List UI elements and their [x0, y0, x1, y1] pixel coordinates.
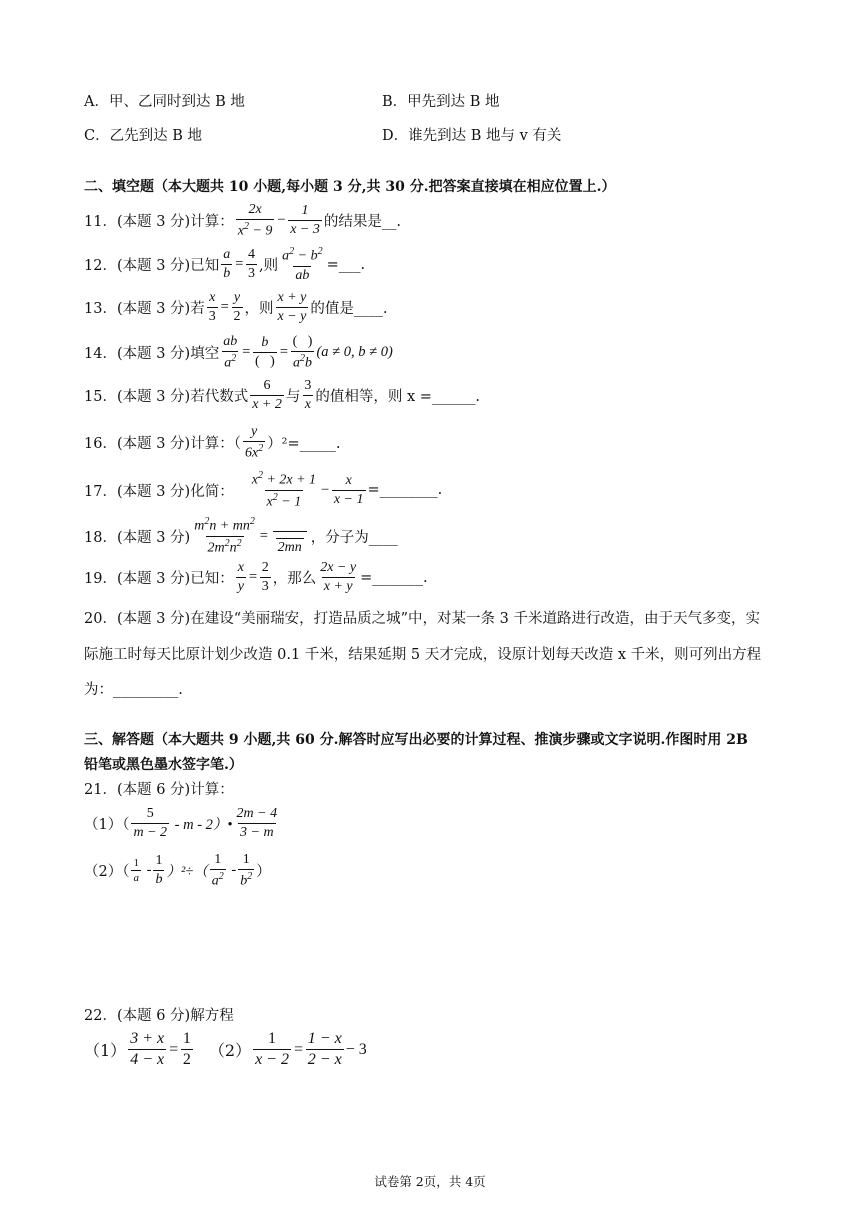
- q22-title: 22．(本题 6 分)解方程: [84, 1008, 234, 1024]
- q16-prefix: 16．(本题 3 分)计算：（: [84, 436, 241, 453]
- q22-equations: （1） $\frac{3 + x}{4 - x}$ = $\frac{1}{2}$ （2） $\frac{1}{x - 2}$ = $\frac{1 - x}{2 - x}$ − 3: [84, 1030, 367, 1069]
- q15-mid: 与: [285, 389, 301, 406]
- q12-mid: ,则: [259, 258, 279, 275]
- q16-suffix: ）²=_____.: [267, 436, 341, 453]
- question-17: 17．(本题 3 分)化简： $\frac{x^2 + 2x + 1}{x^2 - 1}$ − $\frac{x}{x - 1}$ =________.: [84, 470, 443, 510]
- q12-frac-1: $\frac{a}{b}$: [223, 247, 231, 282]
- q22-frac-1: $\frac{3 + x}{4 - x}$: [130, 1030, 165, 1069]
- q17-frac-2: $\frac{x}{x - 1}$: [333, 472, 364, 507]
- question-13: 13．(本题 3 分)若 $\frac{x}{3}$ = $\frac{y}{2}$ ，则 $\frac{x + y}{x - y}$ 的值是____.: [84, 290, 388, 325]
- q22-frac-3: $\frac{1}{x - 2}$: [255, 1030, 289, 1069]
- question-14: 14．(本题 3 分)填空 $\frac{ab}{a^2}$ = $\frac{b}{( )}$ = $\frac{( )}{a^2b}$ (a ≠ 0, b ≠ 0): [84, 334, 393, 371]
- q14-condition: (a ≠ 0, b ≠ 0): [316, 344, 393, 361]
- q11-suffix: 的结果是__.: [323, 214, 401, 231]
- question-18: 18．(本题 3 分) $\frac{m^2n + mn^2}{2m^2n^2}$ = 2mn ，分子为____: [84, 516, 398, 556]
- q21-frac-6: $\frac{1}{b^2}$: [240, 852, 253, 889]
- section3-heading-line-2: 铅笔或黑色墨水签字笔.）: [84, 757, 243, 773]
- section3-heading-line-1: 三、解答题（本大题共 9 小题,共 60 分.解答时应写出必要的计算过程、推演步骤或文字说明.作图时用 2B: [84, 732, 748, 748]
- q11-prefix: 11．(本题 3 分)计算：: [84, 214, 234, 231]
- q21-frac-4: $\frac{1}{b}$: [155, 853, 163, 888]
- q19-mid: ，那么: [272, 571, 317, 588]
- question-11: 11．(本题 3 分)计算： $\frac{2x}{x^2 - 9}$ − $\frac{1}{x - 3}$ 的结果是__.: [84, 202, 401, 239]
- q19-prefix: 19．(本题 3 分)已知：: [84, 571, 234, 588]
- q12-suffix: =___.: [326, 256, 366, 273]
- q21-frac-3: $\frac{1}{a}$: [133, 856, 139, 885]
- choice-c: C．乙先到达 B 地: [84, 128, 202, 144]
- q13-frac-2: $\frac{y}{2}$: [233, 290, 241, 325]
- q18-frac-1: $\frac{m^2n + mn^2}{2m^2n^2}$: [194, 516, 255, 556]
- q12-frac-2: $\frac{4}{3}$: [248, 247, 256, 282]
- q18-frac-2: 2mn: [271, 517, 309, 556]
- q11-frac-1: $\frac{2x}{x^2 - 9}$: [237, 202, 273, 239]
- q19-frac-1: $\frac{x}{y}$: [237, 560, 244, 595]
- q15-suffix: 的值相等，则 x =______.: [315, 389, 481, 406]
- q18-suffix: ，分子为____: [310, 529, 398, 546]
- section2-heading: 二、填空题（本大题共 10 小题,每小题 3 分,共 30 分.把答案直接填在相应位置上.）: [84, 179, 616, 195]
- q14-prefix: 14．(本题 3 分)填空: [84, 346, 220, 363]
- choice-a: A．甲、乙同时到达 B 地: [84, 94, 245, 110]
- question-15: [84, 378, 480, 413]
- q16-frac-1: $\frac{y}{6x^2}$: [244, 424, 264, 461]
- q17-frac-1: $\frac{x^2 + 2x + 1}{x^2 - 1}$: [251, 470, 317, 510]
- q20-line-1: 20．(本题 3 分)在建设“美丽瑞安，打造品质之城”中，对某一条 3 千米道路进行改造，由于天气多变，实: [84, 611, 760, 627]
- question-19: 19．(本题 3 分)已知： $\frac{x}{y}$ = $\frac{2}{3}$ ，那么 $\frac{2x - y}{x + y}$ =_______.: [84, 560, 428, 595]
- q22-part1-label: （1）: [84, 1041, 127, 1061]
- choice-d: D．谁先到达 B 地与 v 有关: [382, 128, 562, 144]
- q14-frac-3: $\frac{( )}{a^2b}$: [292, 334, 313, 371]
- q11-frac-2: $\frac{1}{x - 3}$: [290, 203, 320, 238]
- question-16: [84, 424, 341, 462]
- q21-frac-5: $\frac{1}{a^2}$: [211, 852, 224, 889]
- q19-suffix: =_______.: [360, 569, 428, 586]
- q21-part-1: （1）（ $\frac{5}{m - 2}$ - m - 2）• $\frac{2m - 4}{3 - m}$: [84, 806, 278, 841]
- choice-b: B．甲先到达 B 地: [382, 94, 500, 110]
- q15-prefix: 15．(本题 3 分)若代数式: [84, 389, 249, 406]
- q17-suffix: =________.: [367, 482, 443, 499]
- q13-mid: ，则: [244, 301, 274, 318]
- q14-frac-1: $\frac{ab}{a^2}$: [223, 334, 238, 371]
- q22-frac-2: $\frac{1}{2}$: [182, 1030, 191, 1069]
- q21-part1-label: （1）（: [84, 817, 130, 834]
- q21-frac-2: $\frac{2m - 4}{3 - m}$: [236, 806, 278, 841]
- q13-frac-3: $\frac{x + y}{x - y}$: [277, 290, 307, 325]
- question-12: 12．(本题 3 分)已知 $\frac{a}{b}$ = $\frac{4}{3}$ ,则 $\frac{a^2 - b^2}{ab}$ =___.: [84, 246, 366, 283]
- q17-prefix: 17．(本题 3 分)化简：: [84, 483, 234, 500]
- page-footer: 试卷第 2页，共 4页: [374, 1174, 486, 1189]
- q22-frac-4: $\frac{1 - x}{2 - x}$: [307, 1030, 342, 1069]
- q21-part2-label: （2）（: [84, 864, 130, 881]
- q13-suffix: 的值是____.: [310, 301, 388, 318]
- q14-frac-2: $\frac{b}{( )}$: [255, 335, 275, 370]
- q20-line-2: 际施工时每天比原计划少改造 0.1 千米，结果延期 5 天才完成，设原计划每天改造 x 千米，则可列出方程: [84, 647, 762, 663]
- q15-frac-1: $\frac{6}{x + 2}$: [252, 378, 282, 413]
- q13-prefix: 13．(本题 3 分)若: [84, 301, 205, 318]
- q20-line-3: 为：_________.: [84, 682, 183, 698]
- q19-frac-3: $\frac{2x - y}{x + y}$: [320, 560, 357, 595]
- q22-part2-label: （2）: [208, 1041, 252, 1061]
- q21-part-2: （2）（ $\frac{1}{a}$ - $\frac{1}{b}$ ）²÷（ $\frac{1}{a^2}$ - $\frac{1}{b^2}$ ）: [84, 852, 271, 889]
- q21-title: 21．(本题 6 分)计算：: [84, 782, 234, 798]
- q13-frac-1: $\frac{x}{3}$: [208, 290, 216, 325]
- q21-frac-1: $\frac{5}{m - 2}$: [133, 806, 168, 841]
- q12-prefix: 12．(本题 3 分)已知: [84, 258, 220, 275]
- q19-frac-2: $\frac{2}{3}$: [261, 560, 269, 595]
- q18-prefix: 18．(本题 3 分): [84, 529, 191, 546]
- q15-frac-2: $\frac{3}{x}$: [304, 378, 312, 413]
- q12-frac-3: $\frac{a^2 - b^2}{ab}$: [282, 246, 323, 283]
